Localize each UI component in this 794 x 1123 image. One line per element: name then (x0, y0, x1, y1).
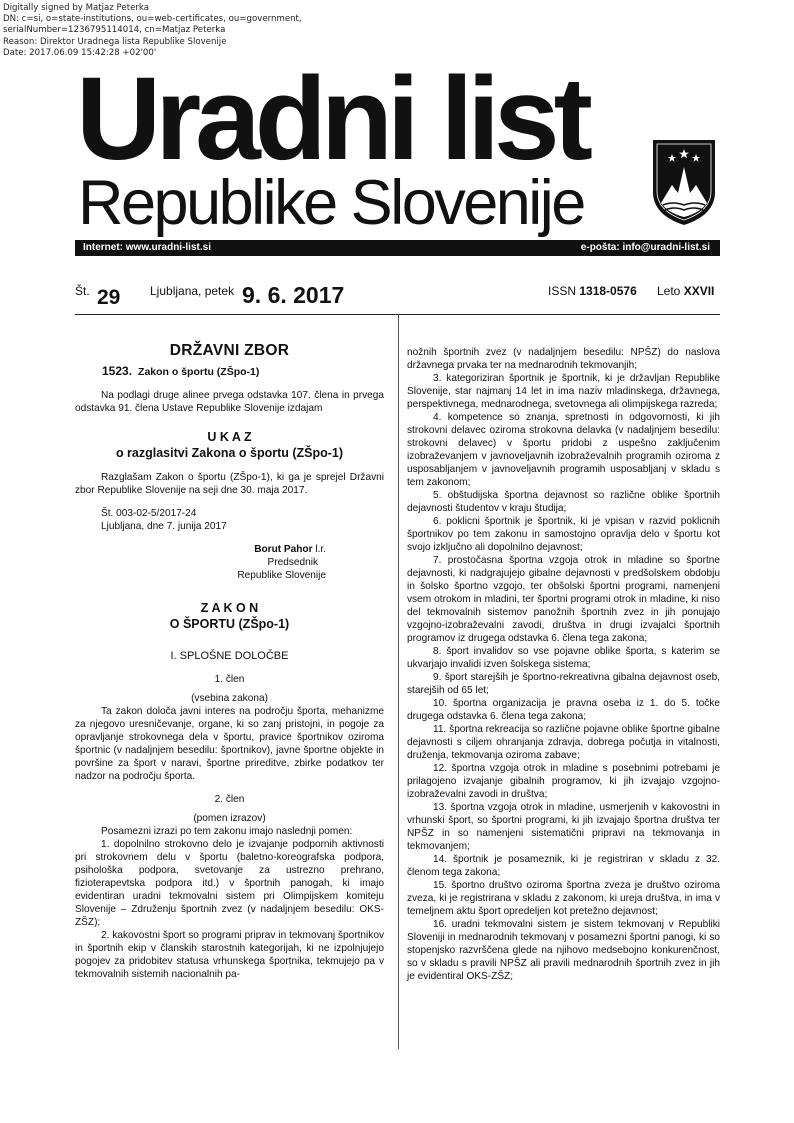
proclamation-paragraph: Razglašam Zakon o športu (ZŠpo-1), ki ga je sprejel Državni zbor Republike Slovenije na seji dne 30. maja 2017. (75, 472, 384, 496)
act-heading (102, 365, 384, 379)
issue-info (75, 284, 720, 314)
issue-city-day: Ljubljana, petek (150, 284, 235, 298)
volume-label: Leto (657, 284, 681, 298)
definition-item: 11. športna rekreacija so različne pojavne oblike športne gibalne dejavnosti s ciljem ohranjanja zdravja, dobrega počutja in vitalnosti, druženja, tekmovanja oziroma zabave; (407, 724, 720, 761)
definition-item: 15. športno društvo oziroma športna zveza je društvo oziroma zveza, ki je registrirana v skladu z zakonom, ki ureja društva, in ima v temeljnem aktu šport opredeljen kot pretežno dejavnost; (407, 880, 720, 917)
left-column (75, 344, 384, 981)
right-column (407, 346, 720, 983)
signature-line: Digitally signed by Matjaz Peterka (3, 3, 149, 13)
signature-line: Date: 2017.06.09 15:42:28 +02'00' (3, 47, 157, 58)
issn (548, 284, 637, 298)
article-title: (vsebina zakona) (191, 693, 268, 704)
law-heading: Z A K O N (200, 601, 259, 615)
intro-paragraph: Na podlagi druge alinee prvega odstavka 107. člena in prvega odstavka 91. člena Ustave Republike Slovenije izdajam (75, 390, 384, 414)
reference-number: Št. 003-02-5/2017-24 (101, 508, 197, 519)
place-date: Ljubljana, dne 7. junija 2017 (101, 521, 227, 532)
act-title: Zakon o športu (ZŠpo-1) (138, 366, 260, 378)
definition-item: 9. šport starejših je športno-rekreativna gibalna dejavnost oseb, starejših od 65 let; (407, 672, 720, 696)
column-divider (398, 314, 399, 1049)
chapter-heading: I. SPLOŠNE DOLOČBE (170, 650, 289, 662)
definition-item: 1. dopolnilno strokovno delo je izvajanje podpornih aktivnosti pri strokovnem delu v športu (baletno-koreografska podpora, psihološka podpora, svetovanje za ustrezno prehrano, fizioterapevtska podpora itd.) v športnih panogah, ki imajo evidentiran uradni tekmovalni sistem pri Olimpijskem komiteju Slovenije – Združenju športnih zvez (v nadaljnjem besedilu: OKS-ZŠZ); (75, 839, 384, 928)
definition-item: 5. obštudijska športna dejavnost so različne oblike športnih dejavnosti študentov v kraju študija; (407, 490, 720, 514)
definition-item: 8. šport invalidov so vse pojavne oblike športa, s katerim se ukvarjajo invalidi izven šolskega sistema; (407, 646, 720, 670)
definition-item: 16. uradni tekmovalni sistem je sistem tekmovanj v Republiki Sloveniji in mednarodnih tekmovanj v posamezni športni panogi, ki so stopenjsko razvrščena glede na njihovo medsebojno konkurenčnost, so v skladu s pravili NPŠZ ali pravili mednarodnih športnih zvez in jih je evidentiral OKS-ZŠZ; (407, 919, 720, 982)
coat-of-arms-icon (650, 137, 718, 227)
article-number: 2. člen (214, 794, 245, 805)
internet-link[interactable]: Internet: www.uradni-list.si (83, 242, 211, 253)
definition-item: 13. športna vzgoja otrok in mladine, usmerjenih v kakovostni in vrhunski šport, so športni programi, ki jih izvajajo športna društva ter NPŠZ in so namenjeni sistematični pripravi na tekmovanja in tekmovanjem; (407, 802, 720, 852)
masthead-subtitle: Republike Slovenije (78, 168, 584, 238)
issue-date: 9. 6. 2017 (242, 282, 345, 308)
section-heading: DRŽAVNI ZBOR (169, 342, 290, 359)
definition-item: 6. poklicni športnik je športnik, ki je vpisan v razvid poklicnih športnikov po tem zakonu in samostojno opravlja delo v športu kot svojo izključno ali dopolnilno dejavnost; (407, 516, 720, 553)
definition-item: 2. kakovostni šport so programi priprav in tekmovanj športnikov in športnih ekip v članskih starostnih kategorijah, ki ne izpolnjujejo pogojev za pridobitev statusa vrhunskega športnika, tekmujejo pa v tekmovalnih sistemih nacionalnih pa- (75, 930, 384, 980)
issue-number-label: Št. (75, 284, 90, 298)
definition-item: 10. športna organizacija je pravna oseba iz 1. do 5. točke drugega odstavka 6. člena tega zakona; (407, 698, 720, 722)
definition-item: 7. prostočasna športna vzgoja otrok in mladine so športne dejavnosti, ki nadgrajujejo gibalne dejavnosti v predšolskem obdobju in šolsko športno vzgojo, ter obšolski športni programi, namenjeni vsem otrokom in mladini, ter športni programi otrok in mladine, ki niso del tekmovalnih sistemov panožnih športnih zvez in jih ponujajo vzgojno-izobraževalni zavodi, društva in drugi izvajalci športnih programov iz drugega odstavka 6. člena tega zakona; (407, 555, 720, 644)
definition-item: 12. športna vzgoja otrok in mladine s posebnimi potrebami je prilagojeno izvajanje gibalnih programov, ki jih izvajajo vzgojno-izobraževalni zavodi in društva; (407, 763, 720, 800)
article-number: 1. člen (214, 674, 245, 685)
law-subheading: O ŠPORTU (ZŠpo-1) (169, 617, 290, 631)
issn-value: 1318-0576 (579, 284, 637, 298)
signature-line: Reason: Direktor Uradnega lista Republike Slovenije (3, 36, 227, 47)
volume-value: XXVII (683, 284, 715, 298)
issue-number: 29 (97, 286, 121, 309)
masthead-title: Uradni list (76, 53, 587, 185)
act-number: 1523. (102, 364, 133, 378)
signature-line: serialNumber=1236795114014, cn=Matjaz Peterka (3, 25, 226, 36)
signature-line: DN: c=si, o=state-institutions, ou=web-certificates, ou=government, (3, 14, 302, 25)
signature (75, 543, 384, 582)
email-link[interactable]: e-pošta: info@uradni-list.si (580, 242, 710, 253)
article-title: (pomen izrazov) (193, 813, 266, 824)
definition-item: 3. kategoriziran športnik je športnik, ki je državljan Republike Slovenije, star najmanj 14 let in ima naziv mladinskega, državnega, perspektivnega, mednarodnega, svetovnega ali olimpijskega razreda; (407, 373, 720, 410)
ukaz-heading: U K A Z (207, 430, 252, 444)
article-text: Ta zakon določa javni interes na področju športa, mehanizme za njegovo uresničevanje, organe, ki so zanj pristojni, in pogoje za opravljanje strokovnega dela v športu, pravice športnikov oziroma športnic (v nadaljnjem besedilu: športnikov), javne športne objekte in površine za šport v naravi, športne prireditve, zbirke podatkov ter nadzor na področju športa. (75, 706, 384, 782)
article-text: Posamezni izrazi po tem zakonu imajo naslednji pomen: (101, 826, 353, 837)
signer-name: Borut Pahor (254, 544, 313, 555)
ukaz-subheading: o razglasitvi Zakona o športu (ZŠpo-1) (115, 446, 344, 460)
issn-label: ISSN (548, 284, 577, 298)
digital-signature-block (3, 3, 302, 59)
definition-item: 4. kompetence so znanja, spretnosti in odgovornosti, ki jih strokovni delavec oziroma strokovna delavka (v nadaljnjem besedilu: strokovni delavec) v športu pridobi z uspešno zaključenim izobraževanjem v javnoveljavnih izobraževalnih programih oziroma z usposabljanjem v javnoveljavnih programih usposabljanj v skladu s tem zakonom; (407, 412, 720, 488)
signer-role: Republike Slovenije (237, 570, 326, 581)
volume (657, 284, 714, 298)
signer-role: Predsednik (267, 557, 318, 568)
definition-continuation: nožnih športnih zvez (v nadaljnjem besedilu: NPŠZ) do naslova državnega prvaka ter na mednarodnih tekmovanjih; (407, 347, 720, 371)
masthead-contact-bar (75, 240, 720, 256)
signer-suffix: l.r. (312, 544, 326, 555)
definition-item: 14. športnik je posameznik, ki je registriran v skladu z 32. členom tega zakona; (407, 854, 720, 878)
